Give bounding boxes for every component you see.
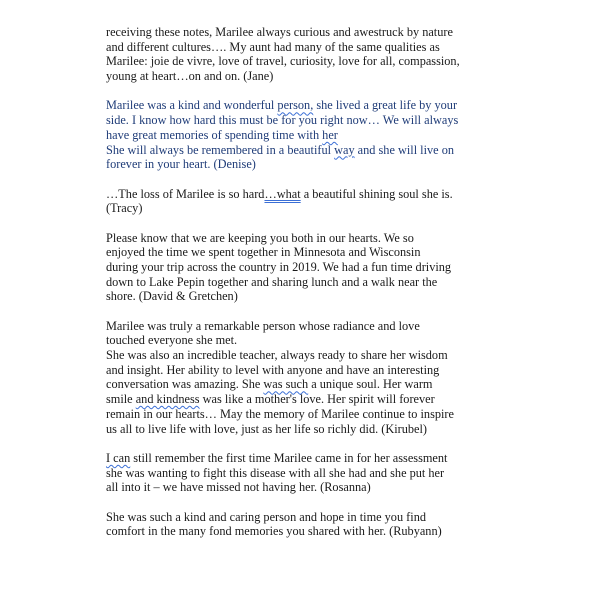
text-line: touched everyone she met. [106, 333, 238, 348]
text-segment: have great memories of spending time with [106, 127, 323, 142]
text-line: receiving these notes, Marilee always curious and awestruck by nature [106, 25, 453, 39]
text-segment: a beautiful shining soul she is. [300, 186, 453, 201]
text-line [106, 451, 496, 466]
text-line: (Tracy) [106, 201, 143, 216]
text-line: Marilee: joie de vivre, love of travel, curiosity, love for all, compassion, [106, 54, 460, 69]
text-line: enjoyed the time we spent together in Minnesota and Wisconsin [106, 245, 421, 260]
text-line [106, 392, 496, 407]
text-line: forever in your heart. (Denise) [106, 157, 256, 172]
text-line: all into it – we have missed not having her. (Rosanna) [106, 480, 371, 495]
text-line: she was wanting to fight this disease with all she had and she put her [106, 465, 445, 480]
message-paragraph [106, 25, 496, 84]
text-segment: conversation was amazing. She [106, 377, 264, 392]
text-line [106, 187, 496, 202]
text-line: and insight. Her ability to level with anyone and have an interesting [106, 362, 440, 377]
message-paragraph [106, 187, 496, 216]
text-line: us all to live life with love, just as her life so richly did. (Kirubel) [106, 421, 428, 436]
message-paragraph [106, 98, 496, 172]
text-line: She was also an incredible teacher, always ready to share her wisdom [106, 348, 448, 363]
message-paragraph [106, 510, 496, 539]
text-line: side. I know how hard this must be for you right now… We will always [106, 113, 459, 128]
text-segment: a unique soul. Her warm [308, 377, 433, 392]
text-line [106, 143, 496, 158]
text-line: Marilee was truly a remarkable person whose radiance and love [106, 318, 420, 333]
text-segment: She will always be remembered in a beautiful [106, 142, 335, 157]
text-segment: …The loss of Marilee is so hard [106, 186, 265, 201]
text-line: She was such a kind and caring person and hope in time you find [106, 509, 426, 524]
text-line: young at heart…on and on. (Jane) [106, 69, 274, 84]
flagged-text-segment: and kindness [135, 392, 200, 407]
message-paragraph [106, 231, 496, 305]
text-line [106, 377, 496, 392]
text-line: comfort in the many fond memories you shared with her. (Rubyann) [106, 524, 442, 539]
text-line: down to Lake Pepin together and sharing lunch and a walk near the [106, 274, 438, 289]
text-segment: and she will live on [354, 142, 454, 157]
message-paragraph [106, 319, 496, 437]
text-segment: still remember the first time Marilee came in for her assessment [130, 450, 448, 465]
text-line [106, 98, 496, 113]
document-page [106, 25, 496, 554]
text-segment: she lived a great life by your [313, 98, 458, 113]
flagged-text-segment: …what [264, 186, 301, 201]
text-segment: was like a mother's love. Her spirit will forever [199, 392, 435, 407]
text-line: during your trip across the country in 2019. We had a fun time driving [106, 259, 452, 274]
text-line: remain in our hearts… May the memory of Marilee continue to inspire [106, 406, 454, 421]
flagged-text-segment: I can [106, 450, 131, 465]
text-segment: smile [106, 392, 136, 407]
flagged-text-segment: person, [277, 98, 314, 113]
flagged-text-segment: way [334, 142, 355, 157]
flagged-text-segment: was such [263, 377, 309, 392]
flagged-text-segment: her [322, 127, 338, 142]
text-segment: Marilee was a kind and wonderful [106, 98, 278, 113]
text-line [106, 128, 496, 143]
text-line: Please know that we are keeping you both in our hearts. We so [106, 230, 414, 245]
message-paragraph [106, 451, 496, 495]
text-line: and different cultures…. My aunt had many of the same qualities as [106, 39, 440, 54]
text-line: shore. (David & Gretchen) [106, 289, 238, 304]
